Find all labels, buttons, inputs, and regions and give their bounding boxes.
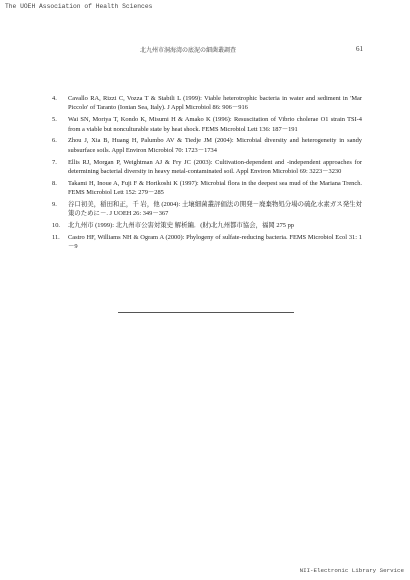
reference-number: 5. — [52, 116, 57, 124]
reference-number: 7. — [52, 158, 57, 166]
reference-number: 10. — [52, 222, 60, 230]
reference-item — [52, 233, 362, 252]
reference-item — [52, 136, 362, 155]
running-title: 北九州市洞海湾の底泥の細菌叢調査 — [140, 47, 237, 54]
reference-text: 谷口初美，稲田和正，千 岩，他 (2004): 土壌細菌叢評価法の開発－廃棄物処分場の硫化水素ガス発生対策のために－. J UOEH 26: 349－367 — [68, 201, 362, 218]
reference-number: 6. — [52, 137, 57, 145]
running-header — [0, 45, 410, 55]
reference-text: Castro HF, Williams NH & Ogram A (2000): Phylogeny of sulfate-reducing bacteria. FEMS Microbiol Ecol 31: 1－9 — [68, 234, 362, 251]
reference-number: 11. — [52, 234, 60, 242]
library-watermark: NII-Electronic Library Service — [299, 567, 404, 574]
reference-item — [52, 94, 362, 113]
reference-item — [52, 200, 362, 219]
reference-number: 9. — [52, 201, 57, 209]
reference-item — [52, 221, 362, 230]
reference-text: Takami H, Inoue A, Fuji F & Horikoshi K (1997): Microbial flora in the deepest sea mud of the Mariana Trench. FEMS Microbiol Lett 152: 279－285 — [68, 179, 362, 197]
reference-text: Wai SN, Moriya T, Kondo K, Misumi H & Amako K (1996): Resuscitation of Vibrio cholerae O1 strain TSI-4 from a viable but nonculturable state by heat shock. FEMS Microbiol Lett 136: 187－191 — [68, 116, 362, 133]
reference-text: 北九州市 (1999): 北九州市公害対策史 解析編．(財)北九州都市協会，福岡 275 pp — [68, 222, 294, 230]
reference-item — [52, 179, 362, 198]
publisher-watermark: The UOEH Association of Health Sciences — [5, 3, 153, 10]
reference-number: 4. — [52, 95, 57, 102]
reference-item — [52, 158, 362, 177]
reference-list — [52, 94, 362, 254]
page-number: 61 — [356, 45, 363, 53]
reference-number: 8. — [52, 179, 57, 187]
reference-text: Ellis RJ, Morgan P, Weightman AJ & Fry JC (2003): Cultivation-dependent and -independent approaches for determining bacterial diversity in heavy metal-contaminated soil. Appl Environ Microbiol 69: 3223－3230 — [68, 158, 362, 176]
reference-text: Cavallo RA, Rizzi C, Vozza T & Stabili L (1999): Viable heterotrophic bacteria in water and sediment in 'Mar Piccolo' of Taranto (Ionian Sea, Italy). J Appl Microbiol 86: 906－916 — [68, 95, 362, 112]
end-rule — [118, 312, 294, 313]
reference-text: Zhou J, Xia B, Huang H, Palumbo AV & Tiedje JM (2004): Microbial diversity and heterogeneity in sandy subsurface soils. Appl Environ Microbiol 70: 1723－1734 — [68, 137, 362, 154]
reference-item — [52, 115, 362, 134]
